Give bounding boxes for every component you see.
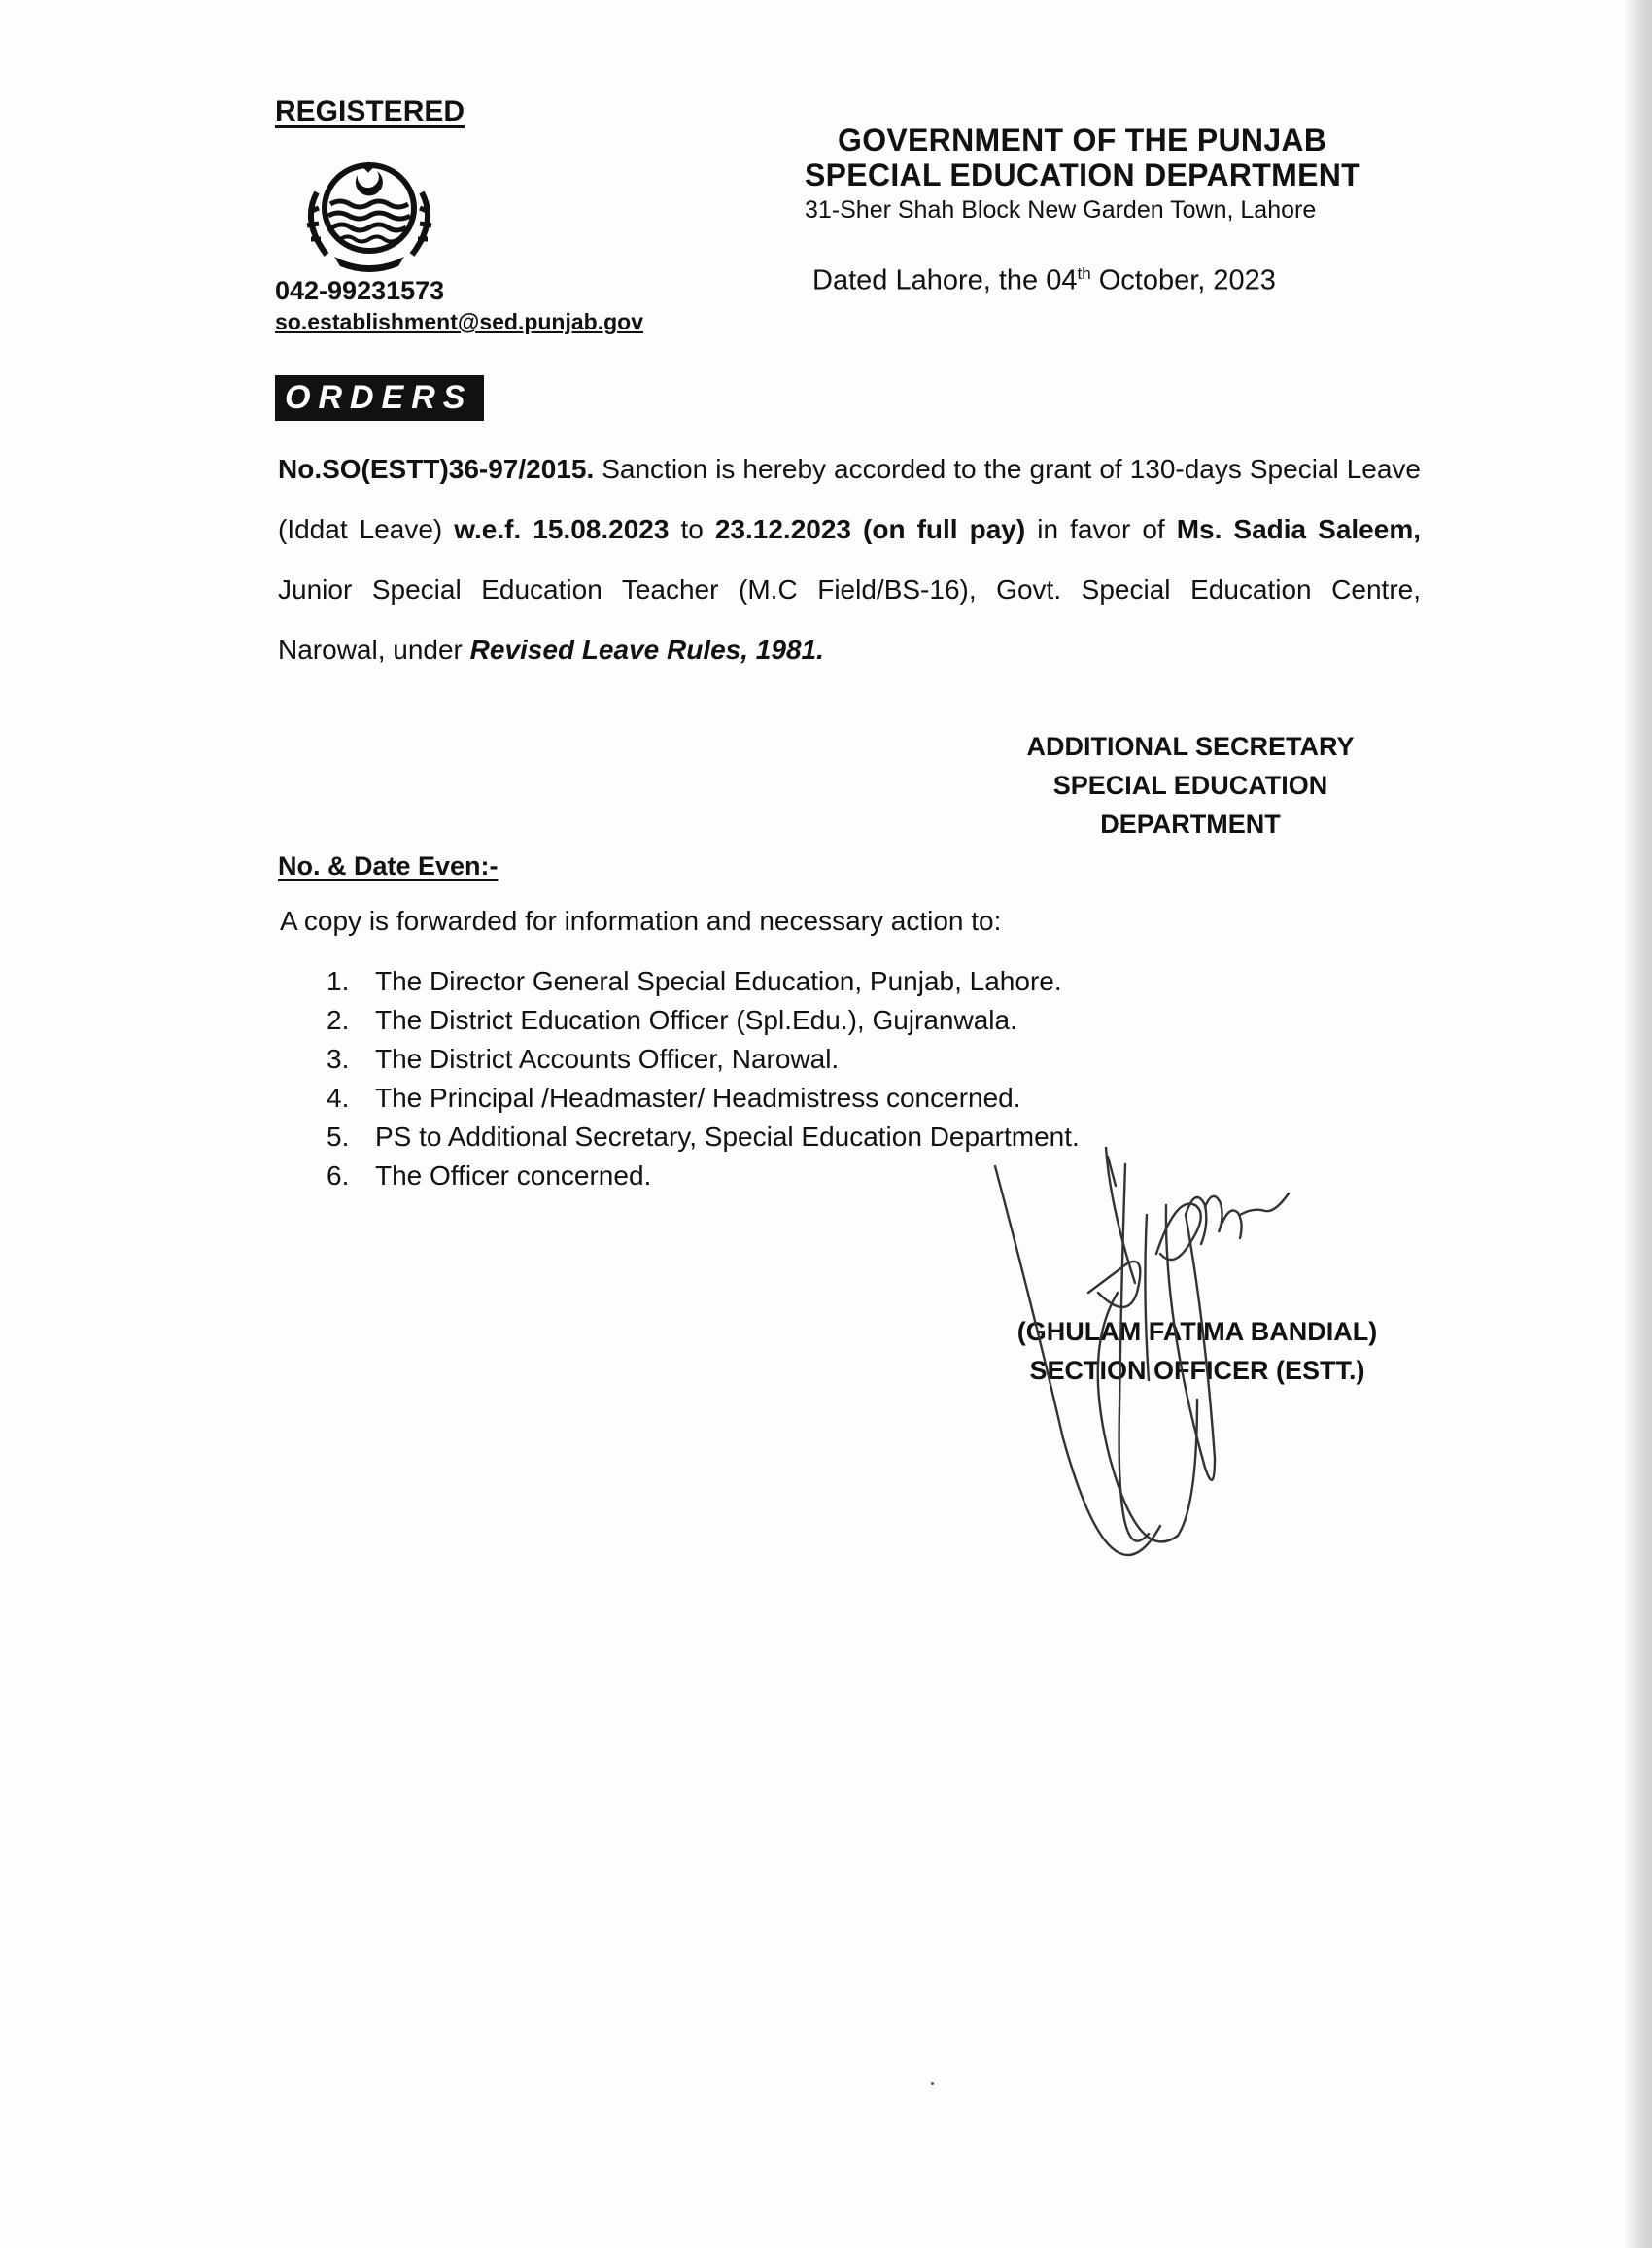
forward-text: A copy is forwarded for information and necessary action to:: [280, 906, 1002, 936]
government-title: GOVERNMENT OF THE PUNJAB: [838, 122, 1327, 157]
signatory-line: DEPARTMENT: [1100, 810, 1281, 839]
phone-number: 042-99231573: [275, 276, 445, 305]
scan-edge-shadow: [1623, 0, 1652, 2248]
distribution-list: [327, 962, 1080, 1195]
list-item: 5. PS to Additional Secretary, Special Education Department.: [327, 1122, 1080, 1152]
department-address: 31-Sher Shah Block New Garden Town, Lahore: [805, 196, 1317, 224]
registered-label: REGISTERED: [275, 95, 465, 127]
signatory-title: SECTION OFFICER (ESTT.): [1029, 1356, 1365, 1385]
list-item: 4. The Principal /Headmaster/ Headmistress concerned.: [327, 1083, 1021, 1113]
list-item: 6. The Officer concerned.: [327, 1160, 652, 1191]
handwritten-signature-icon: [991, 1147, 1341, 1574]
list-item: 3. The District Accounts Officer, Narowal.: [327, 1044, 840, 1074]
dated-line: Dated Lahore, the 04th October, 2023: [812, 264, 1276, 296]
list-item: 2. The District Education Officer (Spl.Edu.), Gujranwala.: [327, 1005, 1017, 1035]
scan-speck: [931, 2082, 934, 2085]
list-item: 1. The Director General Special Education, Punjab, Lahore.: [327, 966, 1062, 996]
department-title: SPECIAL EDUCATION DEPARTMENT: [805, 157, 1360, 192]
punjab-emblem-icon: [288, 154, 451, 280]
additional-secretary-block: [1011, 727, 1370, 844]
email-address: so.establishment@sed.punjab.gov: [275, 309, 643, 334]
order-paragraph: No.SO(ESTT)36-97/2015. Sanction is hereby accorded to the grant of 130-days Special Leave (Iddat Leave) w.e.f. 15.08.2023 to 23.12.2023 (on full pay) in favor of Ms. Sadia Saleem, Junior Special Education Teacher (M.C Field/BS-16), Govt. Special Education Centre, Narowal, under Revised Leave Rules, 1981.: [278, 454, 1421, 665]
signatory-name: (GHULAM FATIMA BANDIAL): [1016, 1317, 1378, 1346]
signatory-line: ADDITIONAL SECRETARY: [1026, 732, 1355, 761]
signatory-line: SPECIAL EDUCATION: [1052, 771, 1328, 800]
no-date-even-label: No. & Date Even:-: [278, 851, 499, 881]
orders-heading: ORDERS: [275, 375, 484, 421]
